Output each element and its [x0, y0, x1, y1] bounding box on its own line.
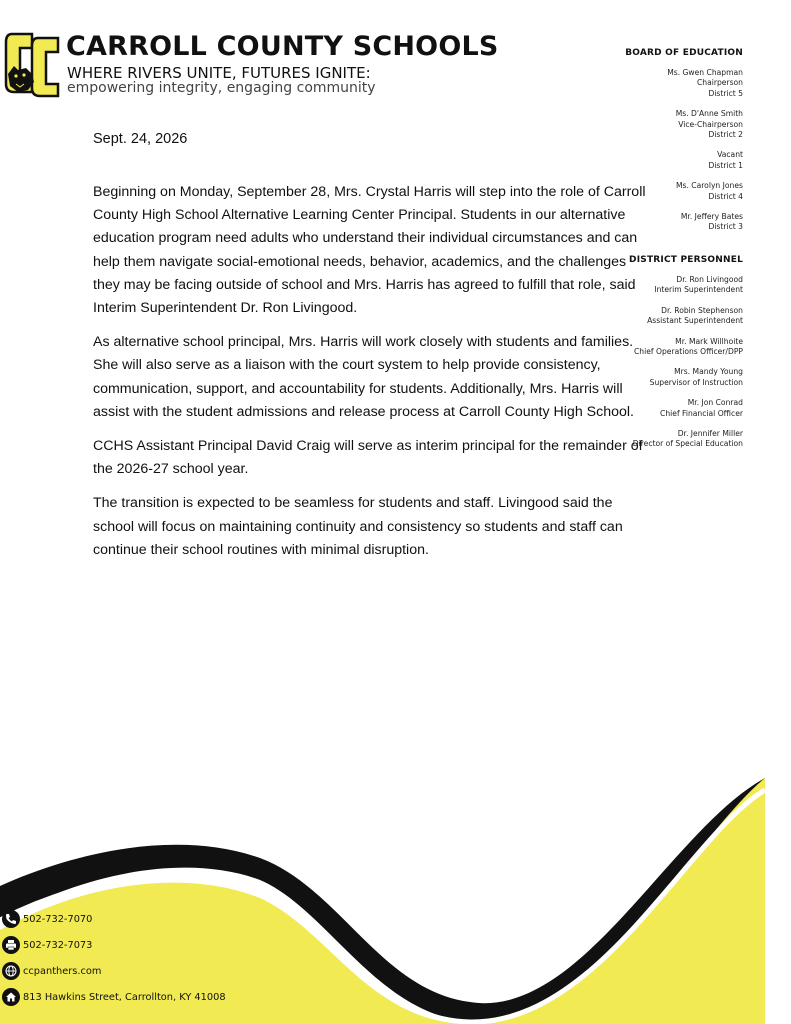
member-name: Ms. D'Anne Smith — [675, 109, 743, 119]
staff-title: Director of Special Education — [632, 439, 743, 449]
member-district: District 3 — [708, 222, 743, 232]
letterhead-sidebar — [543, 48, 743, 460]
staff-title: Supervisor of Instruction — [649, 377, 743, 387]
staff-member — [543, 306, 743, 327]
contact-phone — [2, 910, 226, 928]
board-member — [543, 181, 743, 202]
home-icon — [2, 988, 20, 1006]
fax-icon — [2, 936, 20, 954]
member-district: District 1 — [708, 160, 743, 170]
staff-name: Dr. Jennifer Miller — [677, 428, 743, 438]
paragraph-3: CCHS Assistant Principal David Craig will serve as interim principal for the remainder of the 2026-27 school year. — [93, 438, 643, 478]
staff-name: Dr. Ron Livingood — [676, 274, 743, 284]
paragraph-2: As alternative school principal, Mrs. Harris will work closely with students and families. She will also serve as a liaison with the court system to help provide consistency, communication, support, and accountability for students. Additionally, Mrs. Harris will assist with the student admissions and release process at Carroll County High School. — [93, 334, 634, 420]
member-district: District 4 — [708, 191, 743, 201]
member-role: Vice-Chairperson — [678, 119, 743, 129]
staff-name: Mr. Jon Conrad — [687, 398, 743, 408]
paragraph-1: Beginning on Monday, September 28, Mrs. Crystal Harris will step into the role of Carroll County High School Alternative Learning Center Principal. Students in our alternative education program need adults who understand their individual circumstances and can help them navigate social-emotional needs, behavior, academics, and the challenges they may be facing outside of school and Mrs. Harris has agreed to fulfill that role, said Interim Superintendent Dr. Ron Livingood. — [93, 184, 646, 317]
phone-icon — [2, 910, 20, 928]
member-district: District 2 — [708, 130, 743, 140]
motto: empowering integrity, engaging community — [67, 80, 376, 96]
staff-member — [543, 367, 743, 388]
street-address: 813 Hawkins Street, Carrollton, KY 41008 — [23, 991, 226, 1003]
fax-number: 502-732-7073 — [23, 939, 93, 951]
staff-name: Mr. Mark Willhoite — [675, 336, 743, 346]
contact-fax — [2, 936, 226, 954]
member-role: Chairperson — [696, 78, 743, 88]
member-name: Ms. Carolyn Jones — [675, 181, 743, 191]
board-member — [543, 109, 743, 140]
staff-member — [543, 275, 743, 296]
org-name: CARROLL COUNTY SCHOOLS — [66, 31, 499, 62]
board-member — [543, 212, 743, 233]
tagline: WHERE RIVERS UNITE, FUTURES IGNITE: — [67, 64, 371, 82]
contact-website — [2, 962, 226, 980]
paragraph-4: The transition is expected to be seamless for students and staff. Livingood said the school will focus on maintaining continuity and consistency so students and staff can continue their school routines with minimal disruption. — [93, 495, 623, 558]
staff-title: Assistant Superintendent — [647, 316, 743, 326]
board-member — [543, 68, 743, 99]
staff-name: Mrs. Mandy Young — [674, 367, 743, 377]
member-name: Mr. Jeffery Bates — [680, 212, 743, 222]
board-member — [543, 150, 743, 171]
letter-date: Sept. 24, 2026 — [93, 131, 188, 147]
phone-number[interactable]: 502-732-7070 — [23, 913, 93, 925]
staff-title: Chief Financial Officer — [660, 408, 743, 418]
member-name: Vacant — [717, 150, 743, 160]
member-district: District 5 — [708, 88, 743, 98]
cc-panther-logo — [4, 30, 62, 98]
staff-member — [543, 337, 743, 358]
member-name: Ms. Gwen Chapman — [667, 68, 743, 77]
website-link[interactable]: ccpanthers.com — [23, 965, 102, 977]
staff-title: Interim Superintendent — [654, 285, 743, 295]
board-heading: BOARD OF EDUCATION — [625, 48, 743, 58]
globe-icon — [2, 962, 20, 980]
footer-contacts — [2, 910, 226, 1014]
contact-address — [2, 988, 226, 1006]
personnel-heading: DISTRICT PERSONNEL — [629, 254, 743, 265]
staff-member — [543, 398, 743, 419]
staff-title: Chief Operations Officer/DPP — [634, 346, 743, 356]
staff-member — [543, 429, 743, 450]
staff-name: Dr. Robin Stephenson — [661, 305, 743, 315]
